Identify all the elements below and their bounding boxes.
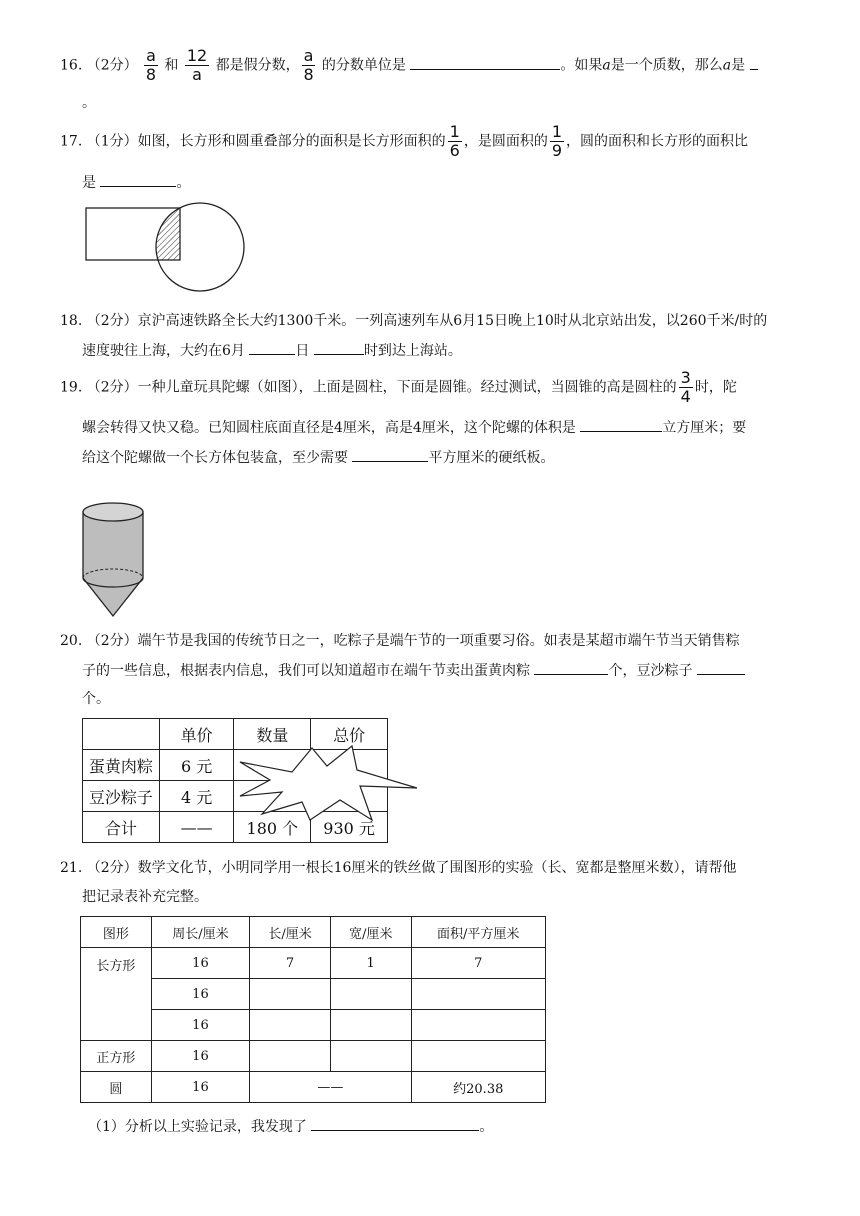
q16-fraction-a-8: $\frac{a}{8}$ bbox=[145, 46, 157, 84]
question-17: 17. （1分）如图，长方形和圆重叠部分的面积是长方形面积的 $\frac{1}{6}$ ，是圆面积的 $\frac{1}{9}$ ，圆的面积和长方形的面积比 bbox=[60, 122, 749, 160]
q21-answer-blank[interactable] bbox=[311, 1116, 479, 1131]
q20-answer-blank-1[interactable] bbox=[534, 660, 608, 675]
table-row: 长方形 16 7 1 7 bbox=[81, 948, 546, 979]
table-row: 16 bbox=[81, 979, 546, 1010]
q21-blank-cell[interactable] bbox=[411, 1041, 546, 1072]
q17-line2: 是 。 bbox=[82, 172, 190, 192]
q20-torn-paper-cover bbox=[232, 740, 422, 822]
table-row: 图形 周长/厘米 长/厘米 宽/厘米 面积/平方厘米 bbox=[81, 917, 546, 948]
q20-answer-blank-2[interactable] bbox=[697, 660, 745, 675]
q17-fraction-1-6: $\frac{1}{6}$ bbox=[449, 122, 460, 160]
q20-line2: 子的一些信息，根据表内信息，我们可以知道超市在端午节卖出蛋黄肉粽 个，豆沙粽子 bbox=[82, 660, 745, 680]
question-19: 19. （2分）一种儿童玩具陀螺（如图），上面是圆柱，下面是圆锥。经过测试，当圆锥的高是圆柱的 $\frac{3}{4}$ 时，陀 bbox=[60, 368, 737, 406]
q19-spinning-top-figure bbox=[78, 500, 148, 620]
q19-top-body bbox=[83, 512, 143, 616]
q21-blank-cell[interactable] bbox=[330, 1010, 411, 1041]
q16-fraction-12-a: $\frac{12}{a}$ bbox=[186, 46, 208, 84]
q18-answer-blank-hour[interactable] bbox=[314, 340, 364, 355]
q21-blank-cell[interactable] bbox=[250, 1041, 331, 1072]
q19-answer-blank-area[interactable] bbox=[352, 447, 428, 462]
q16-end: 。 bbox=[82, 95, 96, 111]
question-21: 21. （2分）数学文化节，小明同学用一根长16厘米的铁丝做了围图形的实验（长、宽都是整厘米数），请帮他 bbox=[60, 860, 737, 876]
table-row: 圆 16 —— 约20.38 bbox=[81, 1072, 546, 1103]
q21-blank-cell[interactable] bbox=[330, 1041, 411, 1072]
q17-fraction-1-9: $\frac{1}{9}$ bbox=[551, 122, 563, 160]
question-16: 16. （2分） $\frac{a}{8}$ 和 $\frac{12}{a}$ 都是假分数， $\frac{a}{8}$ 的分数单位是 。如果a是一个质数，那么a是 bbox=[60, 48, 758, 83]
table-row: 16 bbox=[81, 1010, 546, 1041]
table-row: 正方形 16 bbox=[81, 1041, 546, 1072]
question-20: 20. （2分）端午节是我国的传统节日之一，吃粽子是端午节的一项重要习俗。如表是某超市端午节当天销售粽 bbox=[60, 633, 740, 649]
q16-number: 16. bbox=[60, 57, 83, 74]
q19-fraction-3-4: $\frac{3}{4}$ bbox=[680, 368, 691, 406]
q17-rectangle-circle-figure bbox=[80, 200, 250, 275]
q16-score: （2分） bbox=[86, 57, 138, 74]
q16-answer-blank-1[interactable] bbox=[410, 55, 560, 70]
table-row: 合计 —— 180 个 930 元 bbox=[83, 812, 388, 843]
table-row: 豆沙粽子 4 元 bbox=[83, 781, 388, 812]
q21-blank-cell[interactable] bbox=[250, 979, 331, 1010]
question-18: 18. （2分）京沪高速铁路全长大约1300千米。一列高速列车从6月15日晚上10时从北京站出发，以260千米/时的 bbox=[60, 313, 768, 329]
q21-line2: 把记录表补充完整。 bbox=[82, 889, 208, 905]
q19-cylinder-top bbox=[83, 503, 143, 521]
q21-record-table bbox=[80, 916, 546, 1103]
q16-answer-blank-2[interactable] bbox=[750, 55, 758, 70]
q17-answer-blank[interactable] bbox=[100, 172, 176, 187]
q20-line3: 个。 bbox=[82, 691, 110, 707]
q16-fraction-a-8-second: $\frac{a}{8}$ bbox=[303, 46, 314, 84]
q21-blank-cell[interactable] bbox=[250, 1010, 331, 1041]
q21-blank-cell[interactable] bbox=[411, 1010, 546, 1041]
table-row: 蛋黄肉粽 6 元 bbox=[83, 750, 388, 781]
q19-line2: 螺会转得又快又稳。已知圆柱底面直径是4厘米，高是4厘米，这个陀螺的体积是 立方厘米；要 bbox=[82, 417, 746, 437]
q21-blank-cell[interactable] bbox=[330, 979, 411, 1010]
q18-line2: 速度驶往上海，大约在6月 日 时到达上海站。 bbox=[82, 340, 462, 360]
table-row: 单价 数量 总价 bbox=[83, 719, 388, 750]
q19-line3: 给这个陀螺做一个长方体包装盒，至少需要 平方厘米的硬纸板。 bbox=[82, 447, 554, 467]
q21-sub1: （1）分析以上实验记录，我发现了 。 bbox=[88, 1116, 493, 1136]
q19-answer-blank-volume[interactable] bbox=[580, 417, 662, 432]
q18-answer-blank-day[interactable] bbox=[249, 340, 295, 355]
q21-blank-cell[interactable] bbox=[411, 979, 546, 1010]
